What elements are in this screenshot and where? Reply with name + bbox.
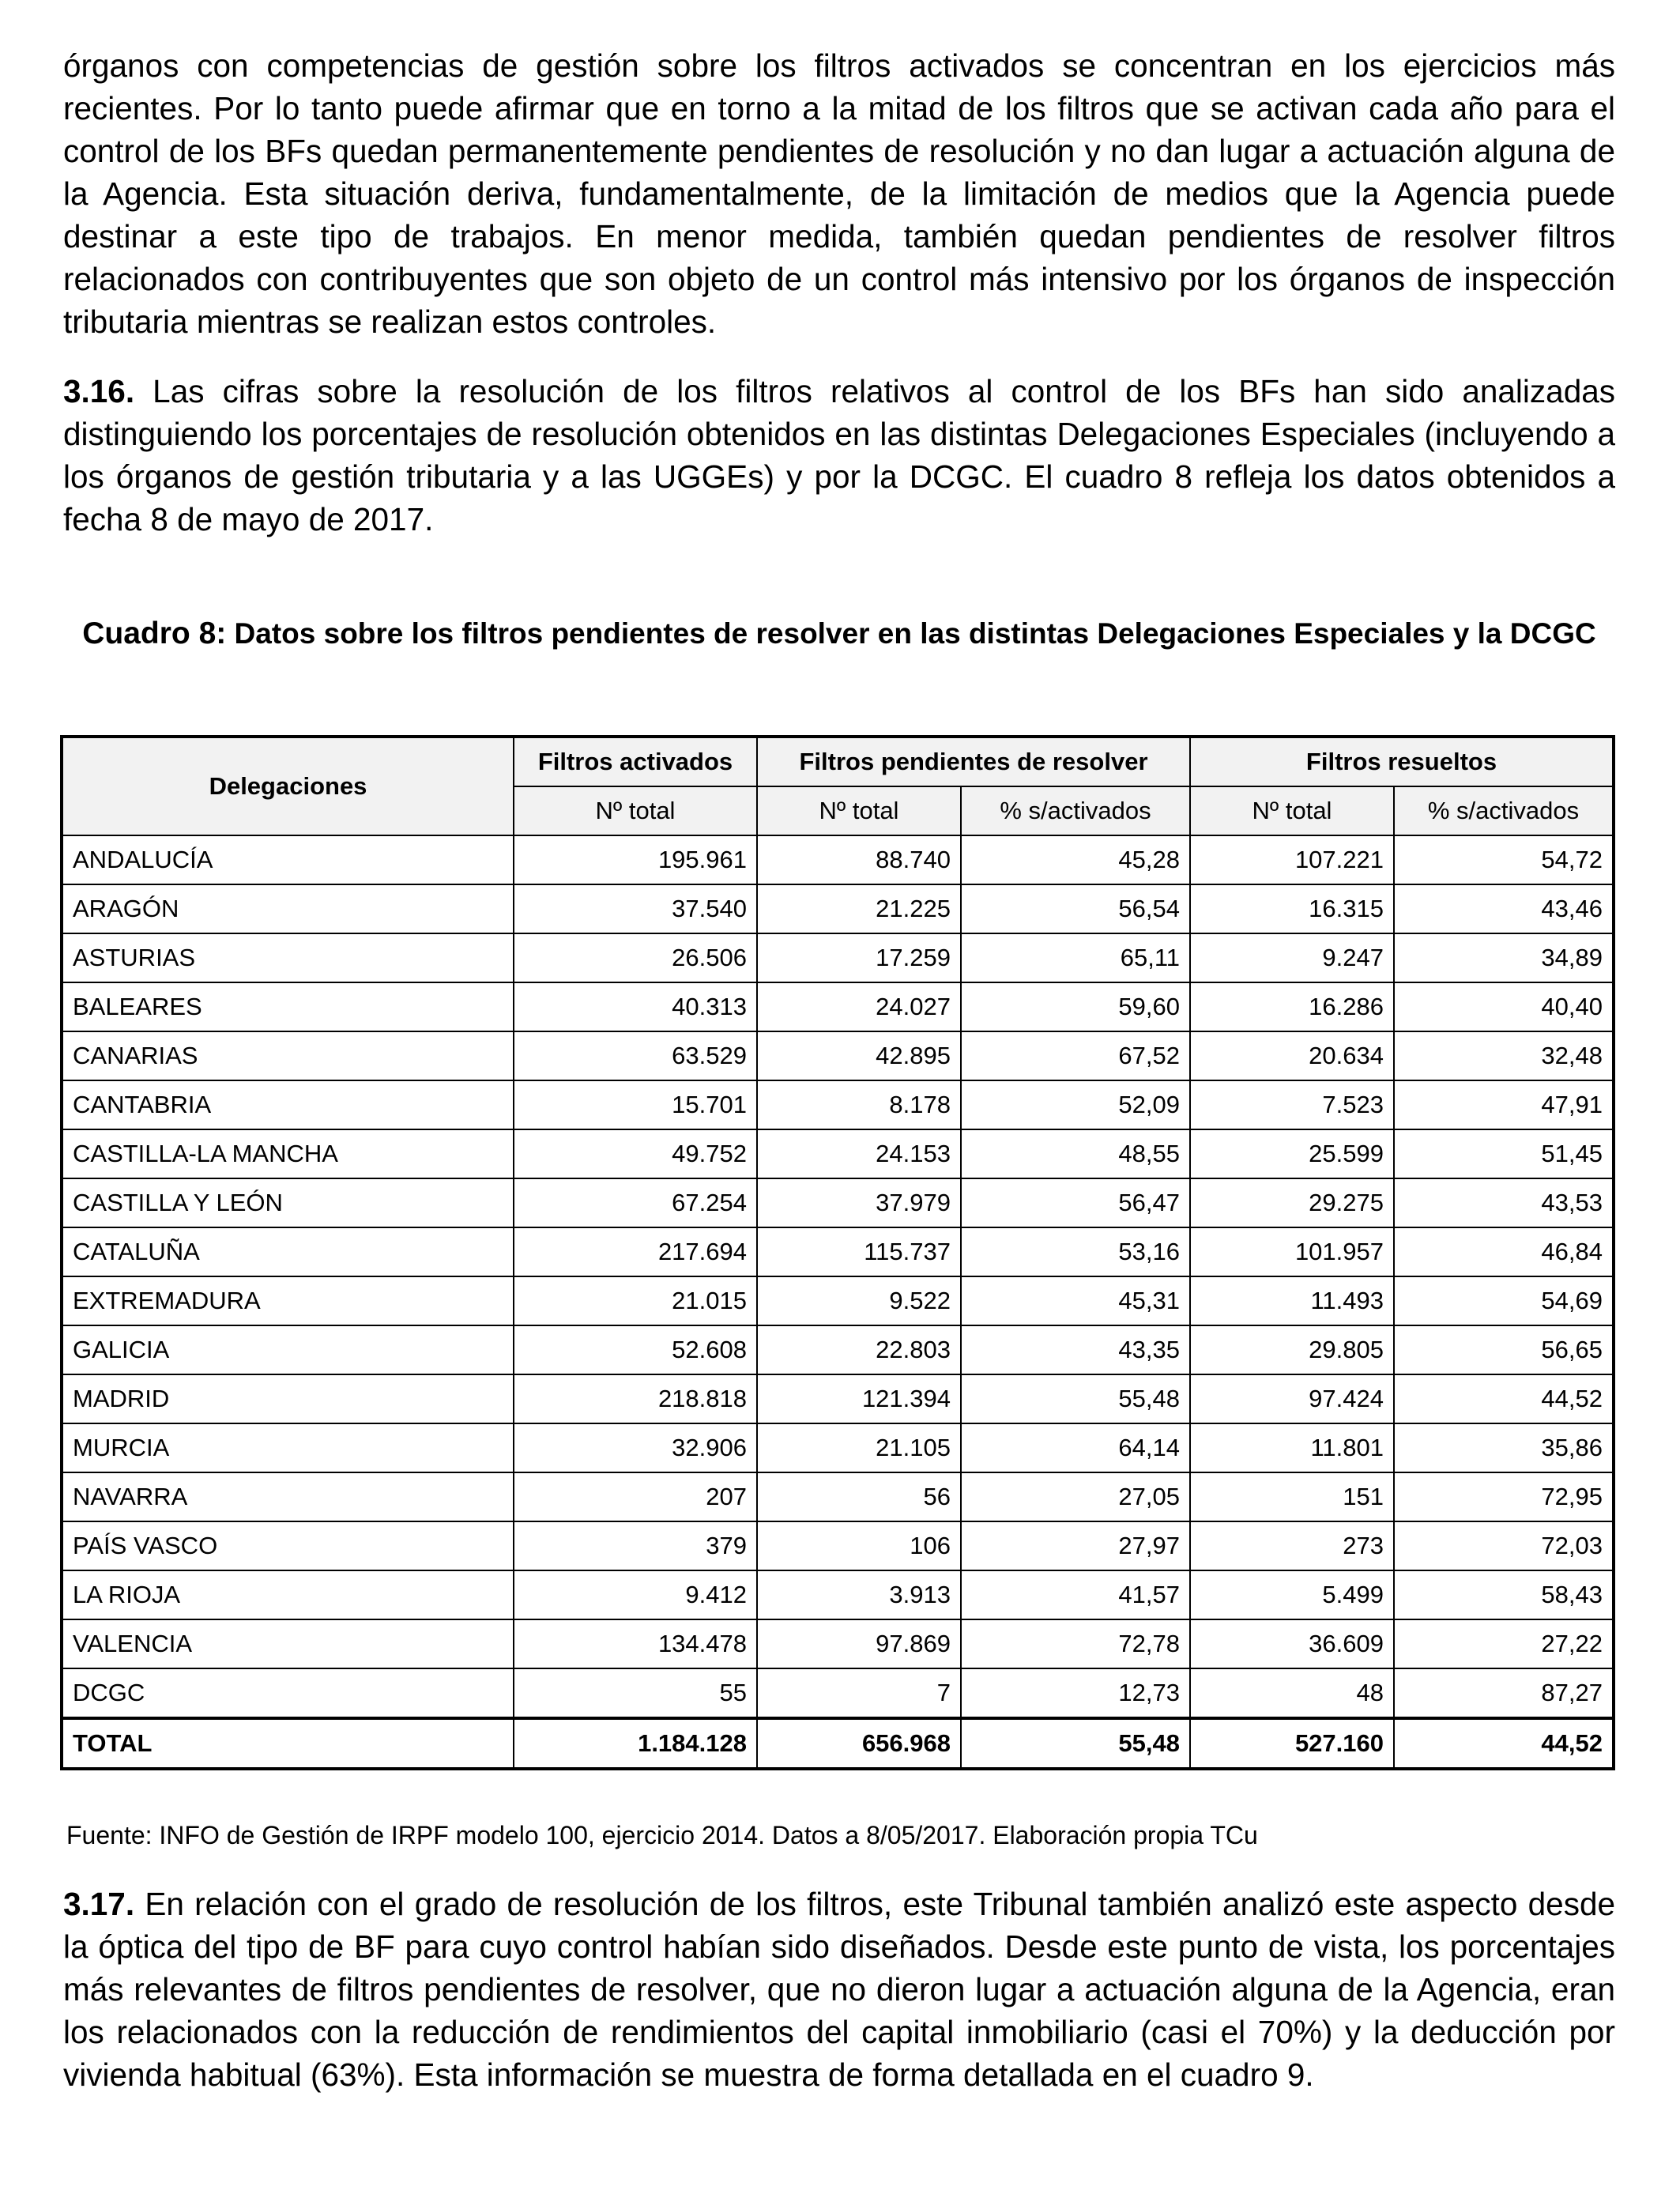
cell-resueltos-total: 151 xyxy=(1190,1472,1394,1521)
cell-resueltos-pct: 44,52 xyxy=(1394,1718,1614,1769)
cell-resueltos-total: 101.957 xyxy=(1190,1227,1394,1276)
cell-activados-total: 1.184.128 xyxy=(514,1718,757,1769)
cell-resueltos-pct: 40,40 xyxy=(1394,982,1614,1031)
cell-delegacion: MADRID xyxy=(62,1374,514,1423)
caption-label: Cuadro 8: xyxy=(82,616,227,650)
cell-delegacion: ANDALUCÍA xyxy=(62,835,514,884)
cell-resueltos-total: 29.275 xyxy=(1190,1178,1394,1227)
cell-pendientes-pct: 43,35 xyxy=(961,1325,1190,1374)
cell-pendientes-total: 42.895 xyxy=(757,1031,961,1080)
cell-pendientes-pct: 45,28 xyxy=(961,835,1190,884)
cell-pendientes-total: 21.225 xyxy=(757,884,961,933)
cell-pendientes-total: 106 xyxy=(757,1521,961,1570)
cell-delegacion: NAVARRA xyxy=(62,1472,514,1521)
cell-delegacion: GALICIA xyxy=(62,1325,514,1374)
cell-delegacion: MURCIA xyxy=(62,1423,514,1472)
table-row xyxy=(62,1227,1614,1276)
cell-activados-total: 9.412 xyxy=(514,1570,757,1619)
cell-pendientes-pct: 12,73 xyxy=(961,1668,1190,1718)
cell-resueltos-total: 36.609 xyxy=(1190,1619,1394,1668)
cell-resueltos-pct: 56,65 xyxy=(1394,1325,1614,1374)
header-filtros-activados: Filtros activados xyxy=(514,737,757,786)
cell-activados-total: 134.478 xyxy=(514,1619,757,1668)
table-row xyxy=(62,1423,1614,1472)
cell-resueltos-total: 25.599 xyxy=(1190,1129,1394,1178)
cell-activados-total: 49.752 xyxy=(514,1129,757,1178)
table-row xyxy=(62,1374,1614,1423)
cell-pendientes-total: 21.105 xyxy=(757,1423,961,1472)
cell-resueltos-pct: 35,86 xyxy=(1394,1423,1614,1472)
cell-resueltos-total: 20.634 xyxy=(1190,1031,1394,1080)
cell-pendientes-total: 7 xyxy=(757,1668,961,1718)
cell-pendientes-total: 24.027 xyxy=(757,982,961,1031)
cell-resueltos-total: 16.286 xyxy=(1190,982,1394,1031)
cell-activados-total: 15.701 xyxy=(514,1080,757,1129)
cell-resueltos-pct: 47,91 xyxy=(1394,1080,1614,1129)
cell-pendientes-total: 656.968 xyxy=(757,1718,961,1769)
cell-pendientes-total: 17.259 xyxy=(757,933,961,982)
cell-delegacion: BALEARES xyxy=(62,982,514,1031)
data-table-container xyxy=(60,735,1612,1770)
caption-text: Datos sobre los filtros pendientes de resolver en las distintas Delegaciones Especiales y la DCGC xyxy=(226,617,1596,650)
table-caption xyxy=(63,615,1615,653)
cell-resueltos-pct: 43,46 xyxy=(1394,884,1614,933)
table-row xyxy=(62,1178,1614,1227)
cell-pendientes-pct: 48,55 xyxy=(961,1129,1190,1178)
table-row xyxy=(62,1668,1614,1718)
cell-resueltos-pct: 46,84 xyxy=(1394,1227,1614,1276)
table-header xyxy=(62,737,1614,835)
cell-pendientes-total: 24.153 xyxy=(757,1129,961,1178)
paragraph-3-17 xyxy=(63,1883,1615,2096)
cell-pendientes-pct: 55,48 xyxy=(961,1374,1190,1423)
cell-activados-total: 55 xyxy=(514,1668,757,1718)
cell-resueltos-total: 5.499 xyxy=(1190,1570,1394,1619)
paragraph-number: 3.16. xyxy=(63,373,135,409)
cell-pendientes-pct: 45,31 xyxy=(961,1276,1190,1325)
cell-pendientes-pct: 41,57 xyxy=(961,1570,1190,1619)
cell-pendientes-pct: 27,97 xyxy=(961,1521,1190,1570)
cell-activados-total: 217.694 xyxy=(514,1227,757,1276)
cell-resueltos-pct: 54,72 xyxy=(1394,835,1614,884)
cell-pendientes-pct: 65,11 xyxy=(961,933,1190,982)
subheader-pendientes-total: Nº total xyxy=(757,786,961,835)
cell-delegacion: DCGC xyxy=(62,1668,514,1718)
cell-pendientes-total: 88.740 xyxy=(757,835,961,884)
cell-activados-total: 26.506 xyxy=(514,933,757,982)
cell-activados-total: 195.961 xyxy=(514,835,757,884)
subheader-resueltos-pct: % s/activados xyxy=(1394,786,1614,835)
paragraph-intro: órganos con competencias de gestión sobre los filtros activados se concentran en los ejercicios más recientes. Por lo tanto puede afirmar que en torno a la mitad de los filtros que se activan cada año para el control de los BFs quedan permanentemente pendientes de resolución y no dan lugar a actuación alguna de la Agencia. Esta situación deriva, fundamentalmente, de la limitación de medios que la Agencia puede destinar a este tipo de trabajos. En menor medida, también quedan pendientes de resolver filtros relacionados con contribuyentes que son objeto de un control más intensivo por los órganos de inspección tributaria mientras se realizan estos controles. xyxy=(63,47,1615,340)
cell-resueltos-total: 48 xyxy=(1190,1668,1394,1718)
cell-delegacion: CASTILLA Y LEÓN xyxy=(62,1178,514,1227)
cell-delegacion: CASTILLA-LA MANCHA xyxy=(62,1129,514,1178)
cell-resueltos-pct: 58,43 xyxy=(1394,1570,1614,1619)
cell-delegacion: CANTABRIA xyxy=(62,1080,514,1129)
cell-resueltos-total: 7.523 xyxy=(1190,1080,1394,1129)
cell-pendientes-total: 115.737 xyxy=(757,1227,961,1276)
cell-delegacion: CATALUÑA xyxy=(62,1227,514,1276)
cell-pendientes-total: 22.803 xyxy=(757,1325,961,1374)
cell-delegacion: EXTREMADURA xyxy=(62,1276,514,1325)
cell-pendientes-total: 56 xyxy=(757,1472,961,1521)
subheader-pendientes-pct: % s/activados xyxy=(961,786,1190,835)
cell-resueltos-pct: 32,48 xyxy=(1394,1031,1614,1080)
header-delegaciones: Delegaciones xyxy=(62,737,514,835)
cell-resueltos-pct: 72,95 xyxy=(1394,1472,1614,1521)
cell-activados-total: 21.015 xyxy=(514,1276,757,1325)
paragraph-number: 3.17. xyxy=(63,1886,135,1922)
table-source: Fuente: INFO de Gestión de IRPF modelo 100, ejercicio 2014. Datos a 8/05/2017. Elaboración propia TCu xyxy=(66,1821,1258,1849)
paragraph-3-16 xyxy=(63,370,1615,541)
cell-resueltos-pct: 27,22 xyxy=(1394,1619,1614,1668)
cell-resueltos-pct: 54,69 xyxy=(1394,1276,1614,1325)
cell-delegacion: VALENCIA xyxy=(62,1619,514,1668)
cell-resueltos-total: 16.315 xyxy=(1190,884,1394,933)
cell-resueltos-pct: 87,27 xyxy=(1394,1668,1614,1718)
cell-pendientes-total: 8.178 xyxy=(757,1080,961,1129)
cell-resueltos-total: 527.160 xyxy=(1190,1718,1394,1769)
table-row xyxy=(62,835,1614,884)
table-row xyxy=(62,884,1614,933)
cell-activados-total: 379 xyxy=(514,1521,757,1570)
subheader-activados-total: Nº total xyxy=(514,786,757,835)
cell-delegacion: ARAGÓN xyxy=(62,884,514,933)
cell-pendientes-pct: 53,16 xyxy=(961,1227,1190,1276)
cell-delegacion: CANARIAS xyxy=(62,1031,514,1080)
cell-activados-total: 67.254 xyxy=(514,1178,757,1227)
cell-activados-total: 32.906 xyxy=(514,1423,757,1472)
cell-resueltos-total: 107.221 xyxy=(1190,835,1394,884)
cell-pendientes-total: 3.913 xyxy=(757,1570,961,1619)
cell-activados-total: 37.540 xyxy=(514,884,757,933)
subheader-resueltos-total: Nº total xyxy=(1190,786,1394,835)
cell-resueltos-total: 9.247 xyxy=(1190,933,1394,982)
table-row xyxy=(62,1472,1614,1521)
cell-delegacion: PAÍS VASCO xyxy=(62,1521,514,1570)
cell-pendientes-pct: 52,09 xyxy=(961,1080,1190,1129)
table-row xyxy=(62,1619,1614,1668)
cell-delegacion: LA RIOJA xyxy=(62,1570,514,1619)
paragraph-text: En relación con el grado de resolución de los filtros, este Tribunal también analizó este aspecto desde la óptica del tipo de BF para cuyo control habían sido diseñados. Desde este punto de vista, los porcentajes más relevantes de filtros pendientes de resolver, que no dieron lugar a actuación alguna de la Agencia, eran los relacionados con la reducción de rendimientos del capital inmobiliario (casi el 70%) y la deducción por vivienda habitual (63%). Esta información se muestra de forma detallada en el cuadro 9. xyxy=(63,1886,1615,2093)
cell-pendientes-pct: 56,54 xyxy=(961,884,1190,933)
header-filtros-pendientes: Filtros pendientes de resolver xyxy=(757,737,1190,786)
cell-resueltos-pct: 34,89 xyxy=(1394,933,1614,982)
table-row xyxy=(62,1325,1614,1374)
table-row xyxy=(62,1031,1614,1080)
cell-pendientes-total: 37.979 xyxy=(757,1178,961,1227)
table-row xyxy=(62,982,1614,1031)
cell-pendientes-pct: 67,52 xyxy=(961,1031,1190,1080)
cell-pendientes-pct: 64,14 xyxy=(961,1423,1190,1472)
table-row xyxy=(62,1521,1614,1570)
cell-pendientes-pct: 59,60 xyxy=(961,982,1190,1031)
table-total-row xyxy=(62,1718,1614,1769)
filtros-table xyxy=(60,735,1615,1770)
cell-pendientes-pct: 55,48 xyxy=(961,1718,1190,1769)
table-row xyxy=(62,1080,1614,1129)
paragraph-text: Las cifras sobre la resolución de los filtros relativos al control de los BFs han sido analizadas distinguiendo los porcentajes de resolución obtenidos en las distintas Delegaciones Especiales (incluyendo a los órganos de gestión tributaria y a las UGGEs) y por la DCGC. El cuadro 8 refleja los datos obtenidos a fecha 8 de mayo de 2017. xyxy=(63,373,1615,537)
cell-pendientes-total: 9.522 xyxy=(757,1276,961,1325)
cell-pendientes-pct: 27,05 xyxy=(961,1472,1190,1521)
cell-resueltos-pct: 44,52 xyxy=(1394,1374,1614,1423)
cell-resueltos-total: 273 xyxy=(1190,1521,1394,1570)
table-row xyxy=(62,1129,1614,1178)
cell-resueltos-total: 11.801 xyxy=(1190,1423,1394,1472)
cell-resueltos-total: 29.805 xyxy=(1190,1325,1394,1374)
cell-delegacion: TOTAL xyxy=(62,1718,514,1769)
table-body xyxy=(62,835,1614,1769)
cell-activados-total: 63.529 xyxy=(514,1031,757,1080)
cell-resueltos-pct: 72,03 xyxy=(1394,1521,1614,1570)
cell-activados-total: 218.818 xyxy=(514,1374,757,1423)
cell-pendientes-pct: 72,78 xyxy=(961,1619,1190,1668)
cell-resueltos-total: 97.424 xyxy=(1190,1374,1394,1423)
cell-resueltos-total: 11.493 xyxy=(1190,1276,1394,1325)
cell-activados-total: 52.608 xyxy=(514,1325,757,1374)
cell-resueltos-pct: 51,45 xyxy=(1394,1129,1614,1178)
cell-pendientes-total: 97.869 xyxy=(757,1619,961,1668)
cell-pendientes-pct: 56,47 xyxy=(961,1178,1190,1227)
cell-activados-total: 40.313 xyxy=(514,982,757,1031)
header-filtros-resueltos: Filtros resueltos xyxy=(1190,737,1614,786)
table-row xyxy=(62,1276,1614,1325)
cell-delegacion: ASTURIAS xyxy=(62,933,514,982)
cell-resueltos-pct: 43,53 xyxy=(1394,1178,1614,1227)
table-row xyxy=(62,1570,1614,1619)
table-row xyxy=(62,933,1614,982)
cell-pendientes-total: 121.394 xyxy=(757,1374,961,1423)
cell-activados-total: 207 xyxy=(514,1472,757,1521)
